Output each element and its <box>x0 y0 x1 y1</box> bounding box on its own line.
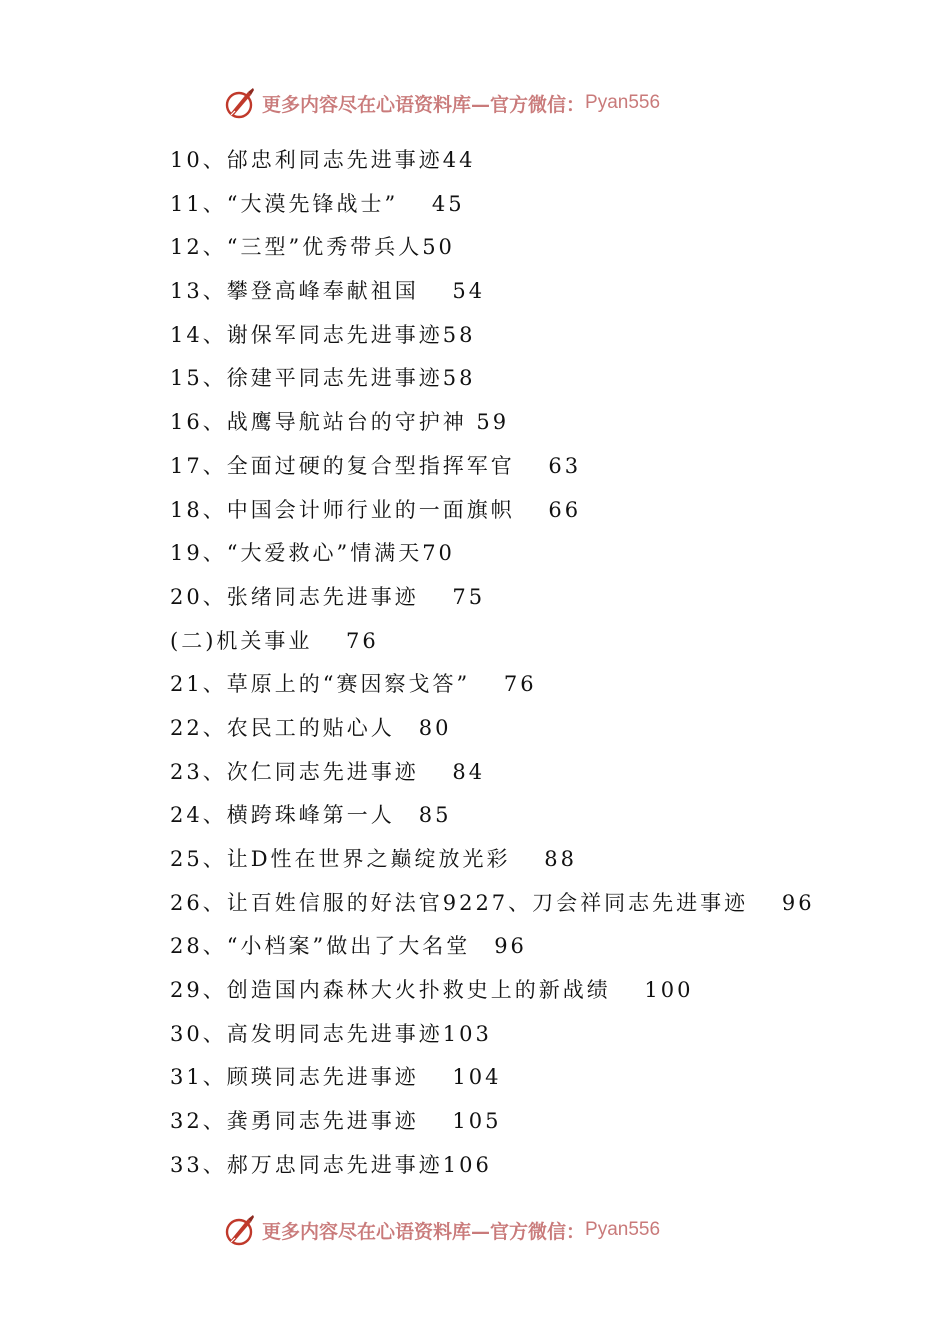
banner-wechat-id: Pyan556 <box>585 1219 661 1240</box>
banner-text: 更多内容尽在心语资料库—官方微信： <box>262 93 586 116</box>
toc-entry: 21、草原上的“赛因察戈答” 76 <box>170 672 537 697</box>
toc-entry: 10、邰忠利同志先进事迹44 <box>170 148 476 172</box>
banner-wechat-id: Pyan556 <box>585 92 661 113</box>
toc-entry: 11、“大漠先锋战士” 45 <box>170 191 465 216</box>
toc-entry: 17、全面过硬的复合型指挥军官 63 <box>170 453 582 478</box>
toc-entry: 25、让D性在世界之巅绽放光彩 88 <box>170 847 577 871</box>
toc-entry: 12、“三型”优秀带兵人50 <box>170 235 455 260</box>
footer-banner <box>222 1212 742 1248</box>
header-banner <box>222 85 742 121</box>
toc-entry: 26、让百姓信服的好法官9227、刀会祥同志先进事迹 96 <box>170 890 815 915</box>
toc-entry: 22、农民工的贴心人 80 <box>170 715 452 740</box>
toc-entry: 18、中国会计师行业的一面旗帜 66 <box>170 497 582 522</box>
quill-pen-logo-icon <box>222 1213 256 1247</box>
toc-entry: 33、郝万忠同志先进事迹106 <box>170 1152 492 1177</box>
toc-entry: 24、横跨珠峰第一人 85 <box>170 803 452 828</box>
toc-entry: 13、攀登高峰奉献祖国 54 <box>170 279 486 304</box>
quill-pen-logo-icon <box>222 86 256 120</box>
toc-entry: 28、“小档案”做出了大名堂 96 <box>170 934 527 959</box>
toc-entry: 32、龚勇同志先进事迹 105 <box>170 1109 502 1134</box>
toc-entry: 31、顾瑛同志先进事迹 104 <box>170 1065 502 1090</box>
banner-text: 更多内容尽在心语资料库—官方微信： <box>262 1220 586 1243</box>
toc-entry: 30、高发明同志先进事迹103 <box>170 1021 492 1046</box>
toc-entry: 23、次仁同志先进事迹 84 <box>170 759 486 784</box>
toc-entry: 14、谢保军同志先进事迹58 <box>170 322 476 347</box>
toc-entry: 20、张绪同志先进事迹 75 <box>170 584 486 609</box>
toc-entry: 16、战鹰导航站台的守护神 59 <box>170 410 510 435</box>
toc-section-heading: (二)机关事业 76 <box>170 628 379 653</box>
toc-entry: 19、“大爱救心”情满天70 <box>170 541 455 566</box>
toc-entry: 29、创造国内森林大火扑救史上的新战绩 100 <box>170 978 694 1003</box>
table-of-contents <box>170 139 870 1188</box>
toc-entry: 15、徐建平同志先进事迹58 <box>170 366 476 391</box>
